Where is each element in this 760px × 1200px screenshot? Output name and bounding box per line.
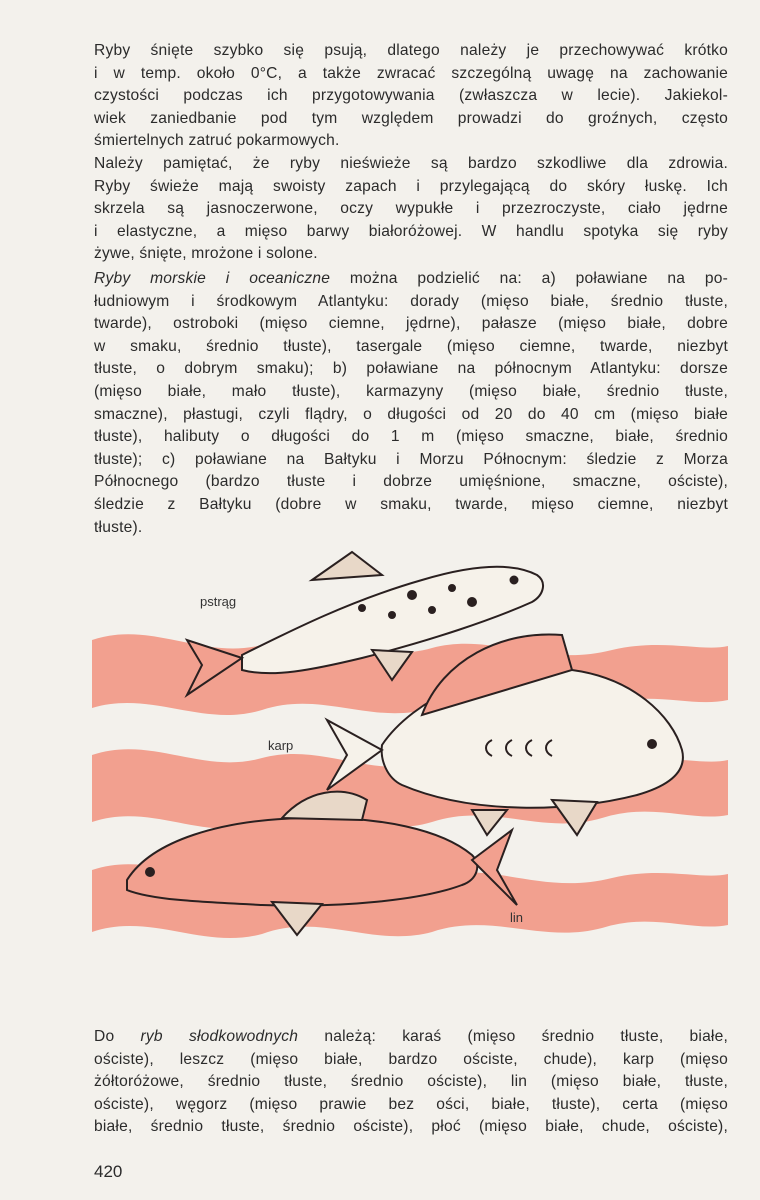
text-line <box>94 268 728 291</box>
text-line: tłuste, o dobrym smaku); b) poławiane na północnym Atlantyku: dorsze <box>94 360 728 378</box>
text-line: ościste), leszcz (mięso białe, bardzo ościste, chude), karp (mięso <box>94 1050 728 1068</box>
text-line: białe, średnio tłuste, średnio ościste), płoć (mięso białe, chude, ościste), <box>94 1118 728 1136</box>
text-line: (mięso białe, mało tłuste), karmazyny (mięso białe, średnio tłuste, <box>94 382 728 400</box>
paragraph-sea-fish <box>94 268 728 539</box>
tench-label: lin <box>510 910 524 925</box>
text-line: Północnego (bardzo tłuste i dobrze umięśnione, smaczne, ościste), <box>94 473 728 491</box>
text-line: Należy pamiętać, że ryby nieświeże są bardzo szkodliwe dla zdrowia. <box>94 154 728 172</box>
text-line: śmiertelnych zatruć pokarmowych. <box>94 132 340 150</box>
paragraph-fish-storage <box>94 40 728 266</box>
text-line: skrzela są jasnoczerwone, oczy wypukłe i przezroczyste, ciało jędrne <box>94 200 728 218</box>
page-number: 420 <box>94 1162 123 1181</box>
text-line: tłuste). <box>94 518 143 536</box>
text-line: żółtoróżowe, średnio tłuste, średnio ościste), lin (mięso białe, tłuste, <box>94 1073 728 1091</box>
text-line: łudniowym i środkowym Atlantyku: dorady (mięso białe, średnio tłuste, <box>94 292 728 310</box>
text-fragment: Do <box>94 1028 141 1045</box>
fish-illustration <box>92 540 728 980</box>
text-line <box>94 1026 728 1049</box>
text-line: Ryby świeże mają swoisty zapach i przylegającą do skóry łuskę. Ich <box>94 177 728 195</box>
trout-label: pstrąg <box>200 594 237 609</box>
carp-label: karp <box>268 738 294 753</box>
text-line: śledzie z Bałtyku (dobre w smaku, twarde, mięso ciemne, niezbyt <box>94 495 728 513</box>
text-line: czystości podczas ich przygotowywania (zwłaszcza w lecie). Jakiekol- <box>94 87 728 105</box>
text-line: ościste), węgorz (mięso prawie bez ości, białe, tłuste), certa (mięso <box>94 1095 728 1113</box>
text-line: Ryby śnięte szybko się psują, dlatego należy je przechowywać krótko <box>94 42 728 59</box>
text-line: tłuste), halibuty o długości do 1 m (mięso smaczne, białe, średnio <box>94 428 728 446</box>
text-line: żywe, śnięte, mrożone i solone. <box>94 245 318 263</box>
text-line: smaczne), płastugi, czyli flądry, o długości od 20 do 40 cm (mięso białe <box>94 405 728 423</box>
text-line: i w temp. około 0°C, a także zwracać szczególną uwagę na zachowanie <box>94 64 728 82</box>
italic-term: Ryby morskie i oceaniczne <box>94 270 331 287</box>
text-line: wiek zaniedbanie pod tym względem prowadzi do groźnych, często <box>94 109 728 127</box>
text-line: tłuste); c) poławiane na Bałtyku i Morzu Północnym: śledzie z Morza <box>94 450 728 468</box>
italic-term: ryb słodkowodnych <box>140 1028 299 1045</box>
paragraph-freshwater-fish <box>94 1026 728 1139</box>
text-line: w smaku, średnio tłuste), tasergale (mięso ciemne, twarde, niezbyt <box>94 337 728 355</box>
text-line: twarde), ostroboki (mięso ciemne, jędrne), pałasze (mięso białe, dobre <box>94 315 728 333</box>
text-fragment: można podzielić na: a) poławiane na po- <box>330 270 728 287</box>
text-fragment: należą: karaś (mięso średnio tłuste, białe, <box>298 1028 729 1045</box>
text-line: i elastyczne, a mięso barwy białoróżowej. W handlu spotyka się ryby <box>94 222 728 240</box>
